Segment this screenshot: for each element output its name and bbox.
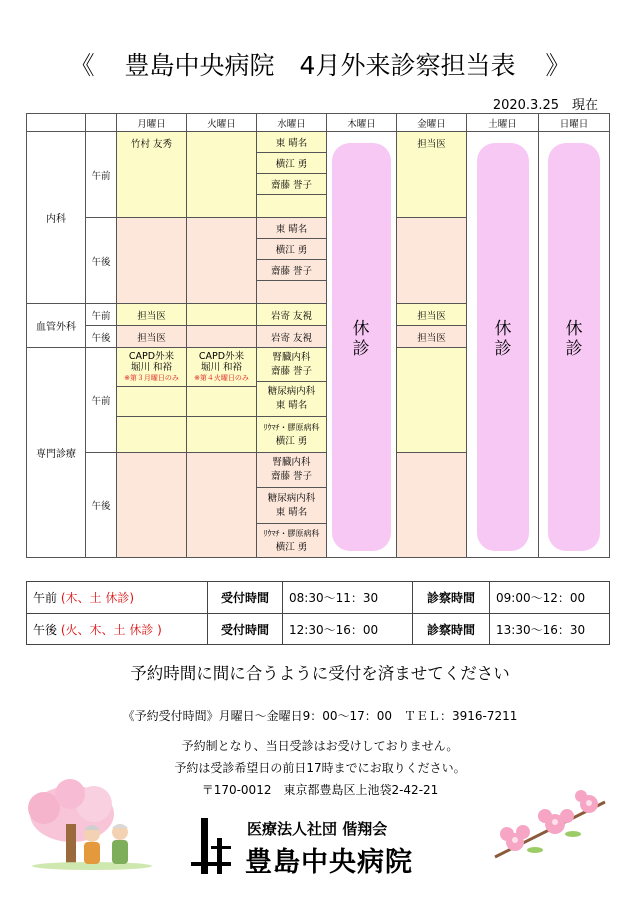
naika-pm-fri — [396, 217, 467, 304]
senmon-pm-wed-1: 腎臓内科 齋藤 誉子 — [256, 452, 327, 488]
senmon-am-tue-2 — [186, 386, 257, 417]
dept-naika: 内科 — [26, 131, 86, 304]
senmon-am-mon-3 — [116, 416, 187, 453]
period-pm-kekkan: 午後 — [85, 325, 117, 348]
senmon-pm-wed-2: 糖尿病内科 東 晴名 — [256, 487, 327, 524]
hours-am-label: 午前 (木、土 休診) — [26, 581, 208, 614]
page-title: 《 豊島中央病院 4月外来診察担当表 》 — [69, 51, 571, 80]
schedule-table — [26, 113, 610, 558]
sun-closed-label: 休診 — [565, 319, 583, 359]
dept-senmon: 専門診療 — [26, 347, 86, 558]
kekkan-am-mon: 担当医 — [116, 303, 187, 326]
senmon-am-tue: CAPD外来 堀川 和裕 ※第４火曜日のみ — [186, 347, 257, 387]
senmon-pm-fri — [396, 452, 467, 558]
sat-closed-label: 休診 — [494, 319, 512, 359]
naika-pm-tue — [186, 217, 257, 304]
header-sat: 土曜日 — [466, 113, 539, 132]
period-pm-naika: 午後 — [85, 217, 117, 304]
kekkan-am-tue — [186, 303, 257, 326]
naika-pm-wed-2: 横江 勇 — [256, 238, 327, 260]
header-sun: 日曜日 — [538, 113, 610, 132]
hours-am-reception-label: 受付時間 — [207, 581, 283, 614]
dept-kekkan: 血管外科 — [26, 303, 86, 348]
naika-am-wed-3: 齋藤 誉子 — [256, 173, 327, 195]
period-am-senmon: 午前 — [85, 347, 117, 453]
header-blank-period — [85, 113, 117, 132]
hospital-name: 豊島中央病院 — [245, 847, 413, 878]
senmon-am-wed-3: ﾘｳﾏﾁ・膠原病科 横江 勇 — [256, 416, 327, 453]
hours-pm-label: 午後 (火、木、土 休診 ) — [26, 613, 208, 645]
header-fri: 金曜日 — [396, 113, 467, 132]
kekkan-pm-wed: 岩寄 友視 — [256, 325, 327, 348]
senmon-am-tue-3 — [186, 416, 257, 453]
period-pm-senmon: 午後 — [85, 452, 117, 558]
header-blank — [26, 113, 86, 132]
notice-heading: 予約時間に間に合うように受付を済ませてください — [130, 664, 510, 683]
naika-am-mon: 竹村 友秀 — [116, 131, 187, 218]
address: 〒170-0012 東京都豊島区上池袋2-42-21 — [201, 783, 439, 797]
senmon-am-mon-2 — [116, 386, 187, 417]
hours-am-exam-label: 診察時間 — [412, 581, 490, 614]
hours-pm-reception-label: 受付時間 — [207, 613, 283, 645]
period-am-kekkan: 午前 — [85, 303, 117, 326]
naika-am-wed-4 — [256, 194, 327, 218]
kekkan-am-wed: 岩寄 友視 — [256, 303, 327, 326]
senmon-pm-wed-3: ﾘｳﾏﾁ・膠原病科 横江 勇 — [256, 523, 327, 558]
senmon-pm-mon — [116, 452, 187, 558]
naika-am-tue — [186, 131, 257, 218]
naika-pm-mon — [116, 217, 187, 304]
senmon-am-wed-2: 糖尿病内科 東 晴名 — [256, 381, 327, 417]
organization-name: 医療法人社団 偕翔会 — [247, 820, 388, 838]
header-thu: 木曜日 — [326, 113, 397, 132]
senmon-am-wed-1: 腎臓内科 齋藤 誉子 — [256, 347, 327, 382]
header-tue: 火曜日 — [186, 113, 257, 132]
hours-am-exam: 09:00～12：00 — [489, 581, 610, 614]
kekkan-pm-mon: 担当医 — [116, 325, 187, 348]
reservation-hours: 《予約受付時間》月曜日～金曜日9：00～17：00 ＴＥＬ：3916-7211 — [122, 709, 518, 723]
naika-am-fri: 担当医 — [396, 131, 467, 218]
period-am-naika: 午前 — [85, 131, 117, 218]
hours-pm-reception: 12:30～16：00 — [282, 613, 413, 645]
as-of-date: 2020.3.25 現在 — [492, 98, 598, 113]
naika-pm-wed-1: 東 晴名 — [256, 217, 327, 239]
cherry-blossom-illustration — [485, 782, 615, 872]
hours-pm-exam: 13:30～16：30 — [489, 613, 610, 645]
hospital-logo-block — [205, 818, 465, 878]
senmon-am-fri — [396, 347, 467, 453]
naika-am-wed-1: 東 晴名 — [256, 131, 327, 153]
kekkan-am-fri: 担当医 — [396, 303, 467, 326]
kekkan-pm-tue — [186, 325, 257, 348]
hours-am-reception: 08:30～11：30 — [282, 581, 413, 614]
naika-pm-wed-3: 齋藤 誉子 — [256, 259, 327, 281]
cherry-tree-couple-illustration — [22, 778, 162, 870]
senmon-pm-tue — [186, 452, 257, 558]
notice-line-2: 予約は受診希望日の前日17時までにお取りください。 — [174, 761, 466, 775]
thu-closed-label: 休診 — [352, 319, 370, 359]
header-mon: 月曜日 — [116, 113, 187, 132]
naika-am-wed-2: 横江 勇 — [256, 152, 327, 174]
hours-table — [26, 581, 610, 645]
kekkan-pm-fri: 担当医 — [396, 325, 467, 348]
hours-pm-exam-label: 診察時間 — [412, 613, 490, 645]
hospital-logo-icon — [187, 818, 235, 876]
header-wed: 水曜日 — [256, 113, 327, 132]
naika-pm-wed-4 — [256, 280, 327, 304]
notice-line-1: 予約制となり、当日受診はお受けしておりません。 — [181, 739, 459, 753]
senmon-am-mon: CAPD外来 堀川 和裕 ※第３月曜日のみ — [116, 347, 187, 387]
